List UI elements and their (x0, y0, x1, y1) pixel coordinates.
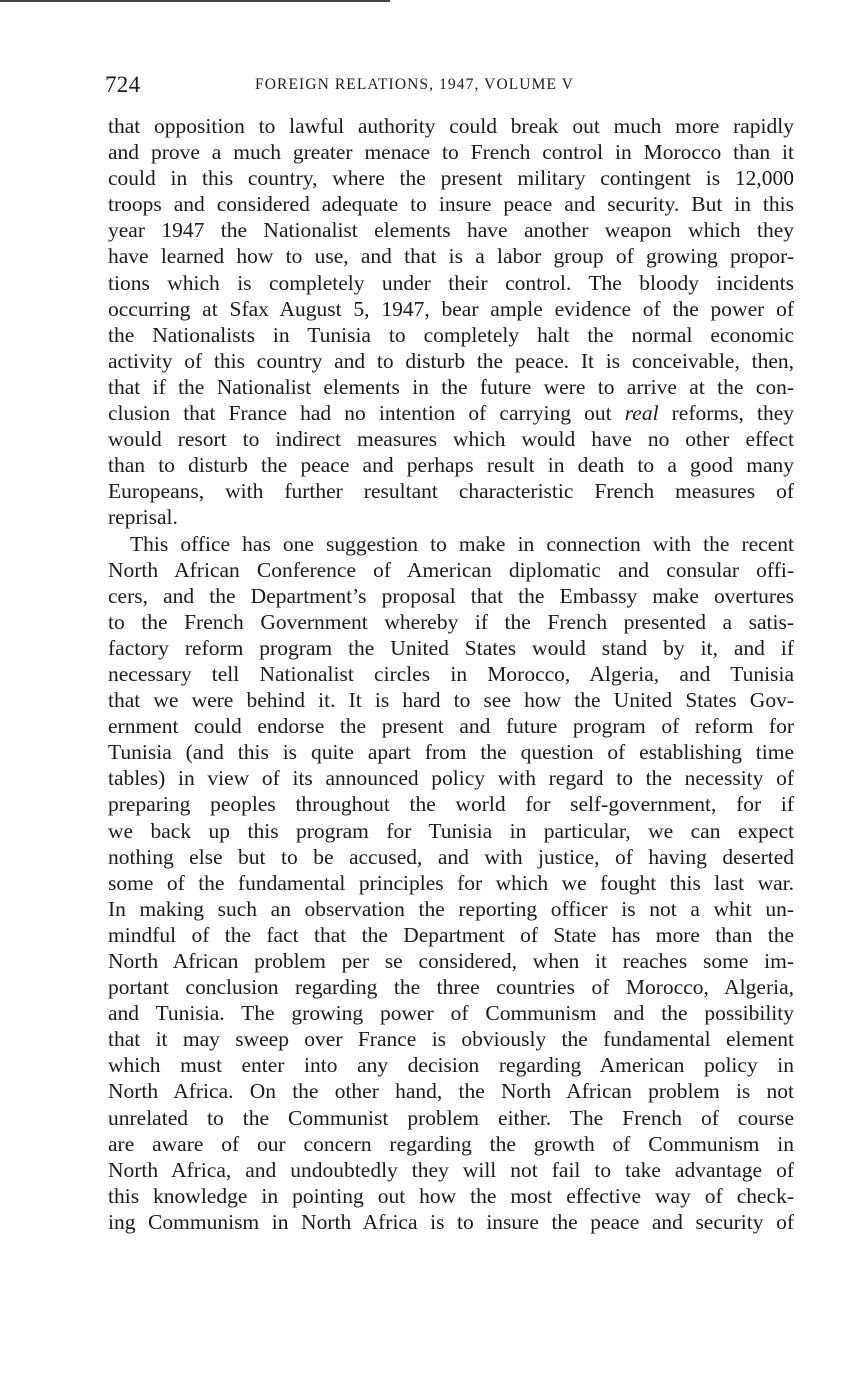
text-line: to the French Government whereby if the French presented a satis- (108, 609, 794, 634)
text-line: would resort to indirect measures which would have no other effect (108, 427, 794, 452)
text-line: Europeans, with further resultant characteristic French measures of (108, 479, 794, 504)
text-line: this knowledge in pointing out how the most effective way of check- (108, 1183, 794, 1208)
text-line: North African problem per se considered, when it reaches some im- (108, 949, 794, 973)
text-line: preparing peoples throughout the world for self-government, for if (108, 792, 794, 817)
text-line: cers, and the Department’s proposal that the Embassy make overtures (108, 583, 794, 608)
text-line: year 1947 the Nationalist elements have another weapon which they (108, 218, 794, 243)
italic-emphasis: real (624, 401, 659, 426)
text-line: tables) in view of its announced policy with regard to the necessity of (108, 766, 794, 791)
text-line: and Tunisia. The growing power of Communism and the possibility (108, 1001, 794, 1026)
text-line: tions which is completely under their control. The bloody incidents (108, 270, 794, 295)
top-rule (0, 0, 390, 2)
text-run: reforms, they (658, 401, 794, 426)
text-line: that opposition to lawful authority could break out much more rapidly (108, 114, 794, 138)
text-line: occurring at Sfax August 5, 1947, bear ample evidence of the power of (108, 296, 794, 321)
text-line: we back up this program for Tunisia in particular, we can expect (108, 818, 794, 843)
text-line: ing Communism in North Africa is to insure the peace and security of (108, 1209, 794, 1234)
text-line: ernment could endorse the present and future program of reform for (108, 714, 794, 739)
text-line: could in this country, where the present military contingent is 12,000 (108, 166, 794, 191)
text-line: North Africa, and undoubtedly they will not fail to take advantage of (108, 1157, 794, 1182)
text-line: troops and considered adequate to insure peace and security. But in this (108, 192, 794, 217)
page-header (105, 68, 795, 102)
paragraph (108, 113, 794, 531)
text-line: which must enter into any decision regarding American policy in (108, 1053, 794, 1078)
text-line: nothing else but to be accused, and with justice, of having deserted (108, 844, 794, 869)
text-line: This office has one suggestion to make in connection with the recent (130, 531, 794, 556)
text-line: are aware of our concern regarding the growth of Communism in (108, 1131, 794, 1156)
text-line: the Nationalists in Tunisia to completely halt the normal economic (108, 322, 794, 347)
text-run: clusion that France had no intention of carrying out (108, 401, 625, 426)
text-line: mindful of the fact that the Department of State has more than the (108, 922, 794, 947)
text-line: necessary tell Nationalist circles in Morocco, Algeria, and Tunisia (108, 661, 794, 686)
text-line: Tunisia (and this is quite apart from the question of establishing time (108, 740, 794, 765)
text-line (108, 400, 794, 426)
text-line: activity of this country and to disturb the peace. It is conceivable, then, (108, 348, 794, 373)
body-text (108, 113, 794, 1235)
text-line: some of the fundamental principles for which we fought this last war. (108, 870, 794, 895)
text-line: that if the Nationalist elements in the future were to arrive at the con- (108, 374, 794, 399)
text-line: factory reform program the United States would stand by it, and if (108, 635, 794, 660)
text-line: than to disturb the peace and perhaps result in death to a good many (108, 453, 794, 478)
text-line: North Africa. On the other hand, the North African problem is not (108, 1079, 794, 1104)
text-line: have learned how to use, and that is a labor group of growing propor- (108, 244, 794, 269)
text-line: North African Conference of American diplomatic and consular offi- (108, 557, 794, 582)
text-line: unrelated to the Communist problem either. The French of course (108, 1105, 794, 1130)
running-head: FOREIGN RELATIONS, 1947, VOLUME V (255, 76, 575, 93)
text-line: reprisal. (108, 505, 178, 530)
page-number: 724 (105, 72, 141, 97)
text-line: that we were behind it. It is hard to see how the United States Gov- (108, 688, 794, 713)
text-line: and prove a much greater menace to French control in Morocco than it (108, 140, 794, 165)
text-line: In making such an observation the reporting officer is not a whit un- (108, 896, 794, 921)
text-line: portant conclusion regarding the three countries of Morocco, Algeria, (108, 975, 794, 1000)
text-line: that it may sweep over France is obviously the fundamental element (108, 1027, 794, 1052)
paragraph (108, 531, 794, 1236)
